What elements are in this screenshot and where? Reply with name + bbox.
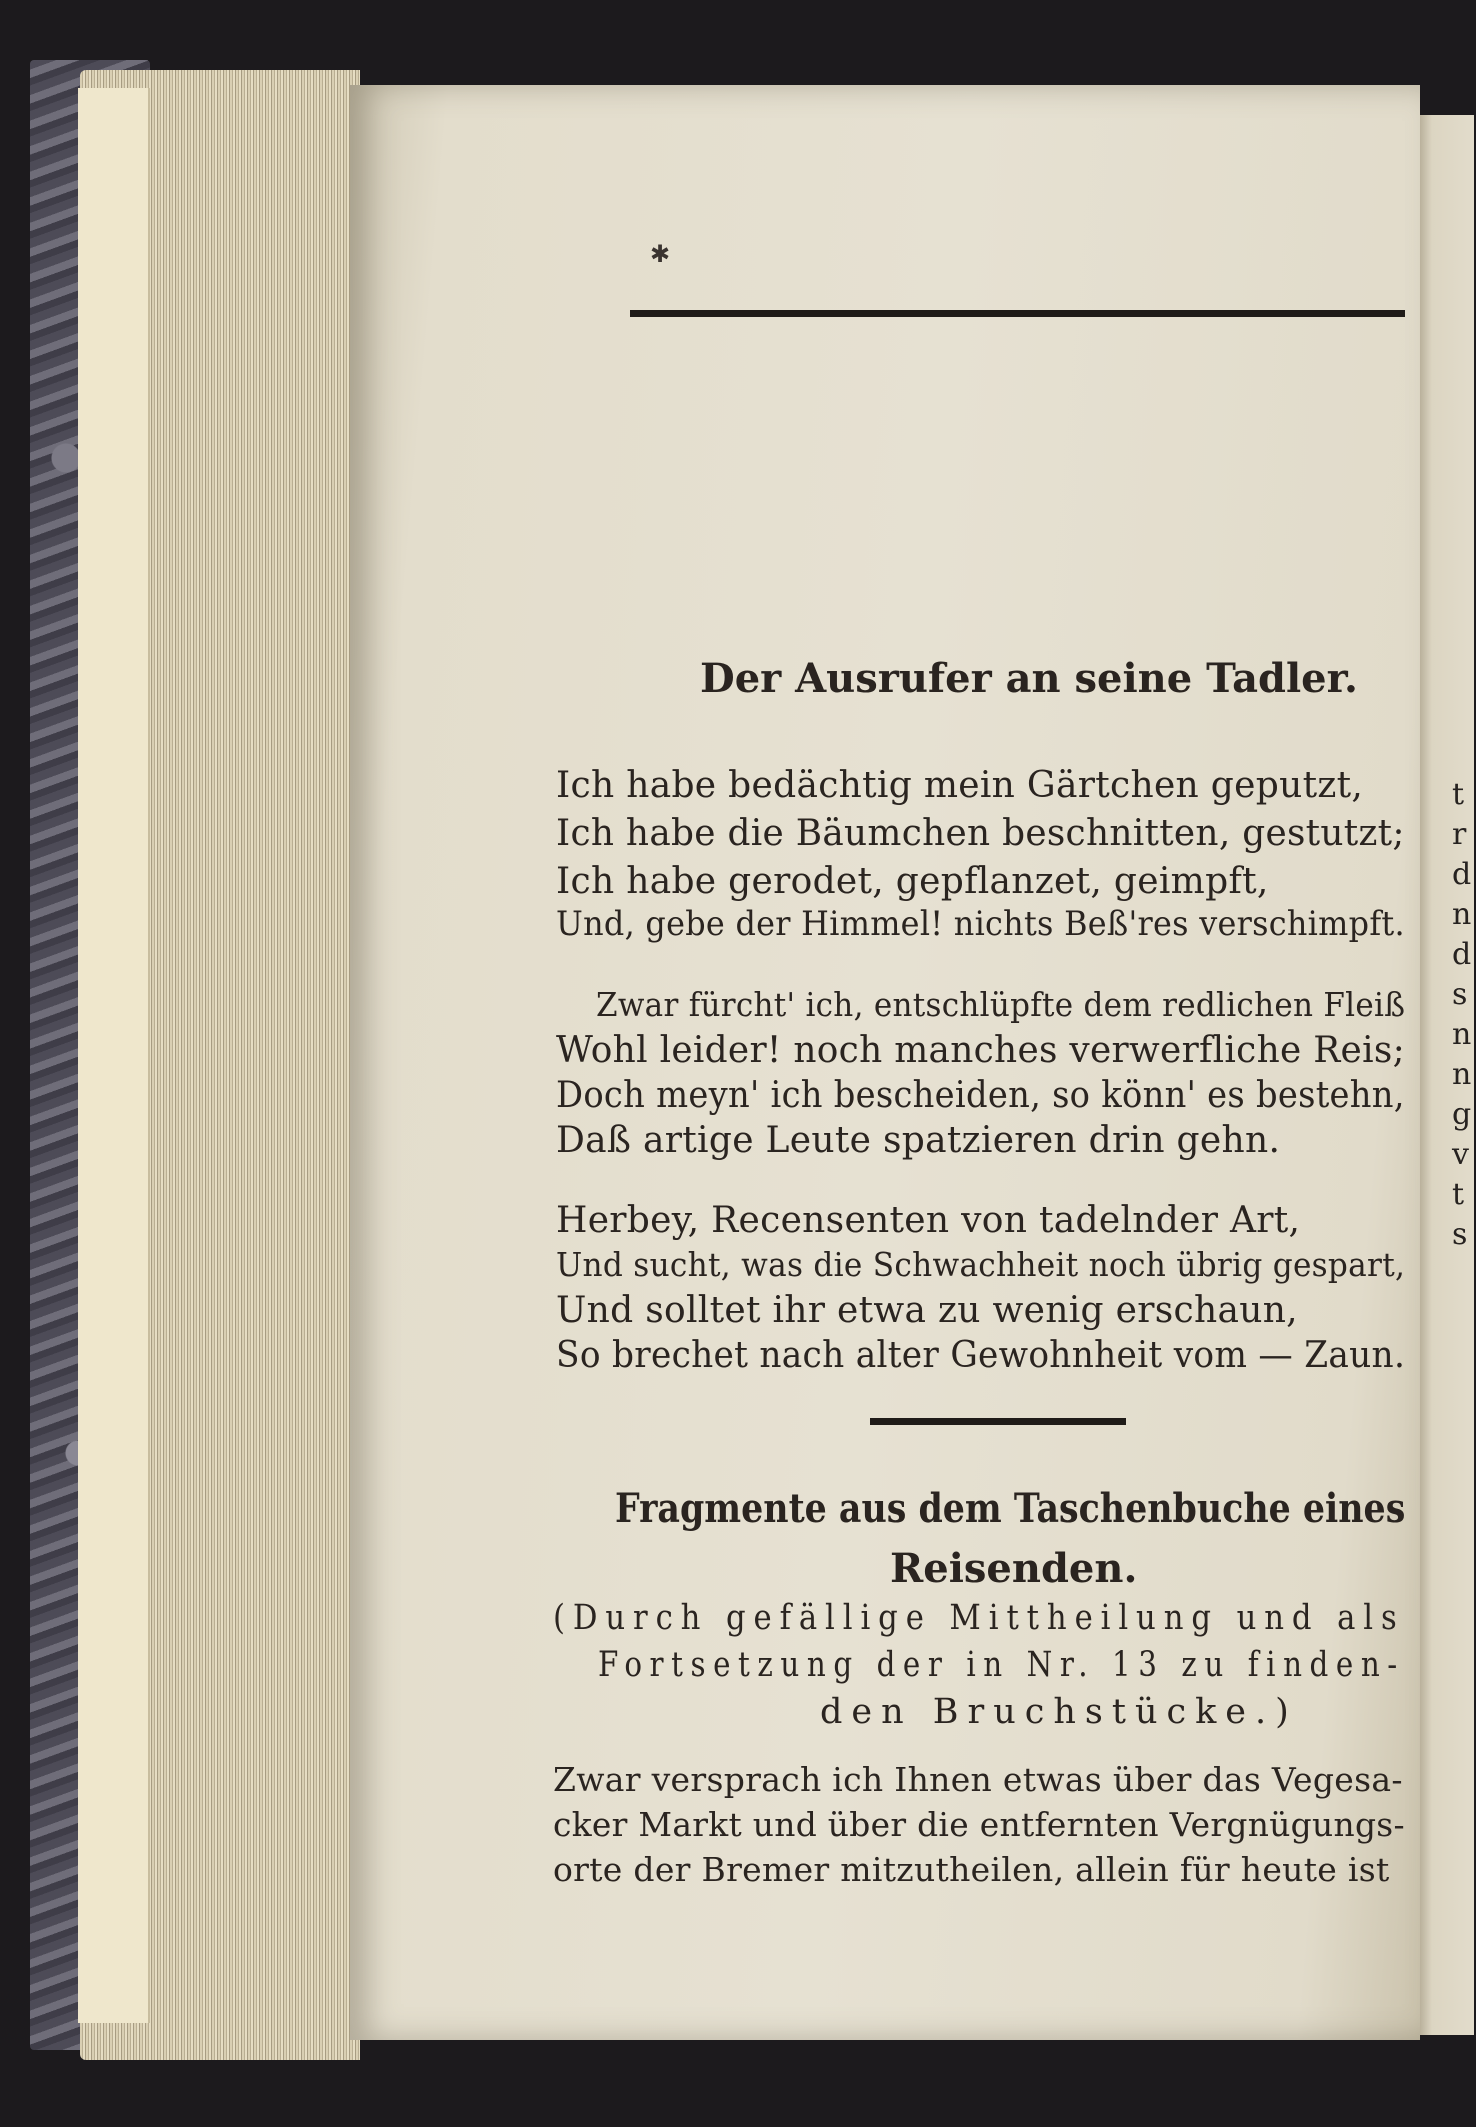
poem-line: Und solltet ihr etwa zu wenig erschaun, [556, 1290, 1298, 1331]
poem-line: Und sucht, was die Schwachheit noch übrig gespart, [556, 1245, 1406, 1284]
facing-letter: d [1452, 857, 1472, 892]
poem-line: Und, gebe der Himmel! nichts Beß'res verschimpft. [556, 904, 1405, 944]
body-line: Zwar versprach ich Ihnen etwas über das Vegesa- [553, 1760, 1403, 1799]
facing-letter: n [1452, 1017, 1472, 1052]
facing-letter: d [1452, 937, 1472, 972]
poem-line: Ich habe gerodet, gepflanzet, geimpft, [556, 861, 1269, 902]
poem-title: Der Ausrufer an seine Tadler. [700, 655, 1358, 702]
body-line: orte der Bremer mitzutheilen, allein für heute ist [553, 1850, 1390, 1889]
fragment-note: (Durch gefällige Mittheilung und als [553, 1598, 1405, 1638]
body-line: cker Markt und über die entfernten Vergnügungs- [553, 1805, 1405, 1844]
top-rule [630, 310, 1405, 317]
facing-letter: r [1452, 817, 1467, 852]
facing-letter: v [1452, 1137, 1469, 1172]
poem-line: Wohl leider! noch manches verwerfliche Reis; [556, 1030, 1405, 1071]
facing-letter: s [1452, 1217, 1468, 1252]
fragment-note: Fortsetzung der in Nr. 13 zu finden- [598, 1645, 1405, 1685]
poem-line: Zwar fürcht' ich, entschlüpfte dem redlichen Fleiß [596, 985, 1406, 1024]
poem-line: Ich habe bedächtig mein Gärtchen geputzt, [556, 765, 1364, 806]
facing-letter: s [1452, 977, 1468, 1012]
poem-line: So brechet nach alter Gewohnheit vom — Zaun. [556, 1335, 1406, 1376]
facing-letter: n [1452, 1057, 1472, 1092]
poem-line: Ich habe die Bäumchen beschnitten, gestutzt; [556, 813, 1405, 854]
facing-letter: t [1452, 1177, 1465, 1212]
poem-line: Daß artige Leute spatzieren drin gehn. [556, 1120, 1281, 1161]
poem-line: Doch meyn' ich bescheiden, so könn' es bestehn, [556, 1075, 1405, 1116]
poem-line: Herbey, Recensenten von tadelnder Art, [556, 1200, 1301, 1241]
facing-letter: g [1452, 1097, 1472, 1132]
facing-letter: t [1452, 777, 1465, 812]
fragment-title-line2: Reisenden. [890, 1545, 1138, 1592]
asterisk-ornament-icon: ✱ [650, 240, 671, 268]
flyleaf [78, 88, 150, 2023]
fragment-title: Fragmente aus dem Taschenbuche eines [615, 1485, 1406, 1532]
fragment-note: den Bruchstücke.) [820, 1692, 1298, 1732]
section-rule [870, 1418, 1126, 1425]
facing-letter: n [1452, 897, 1472, 932]
